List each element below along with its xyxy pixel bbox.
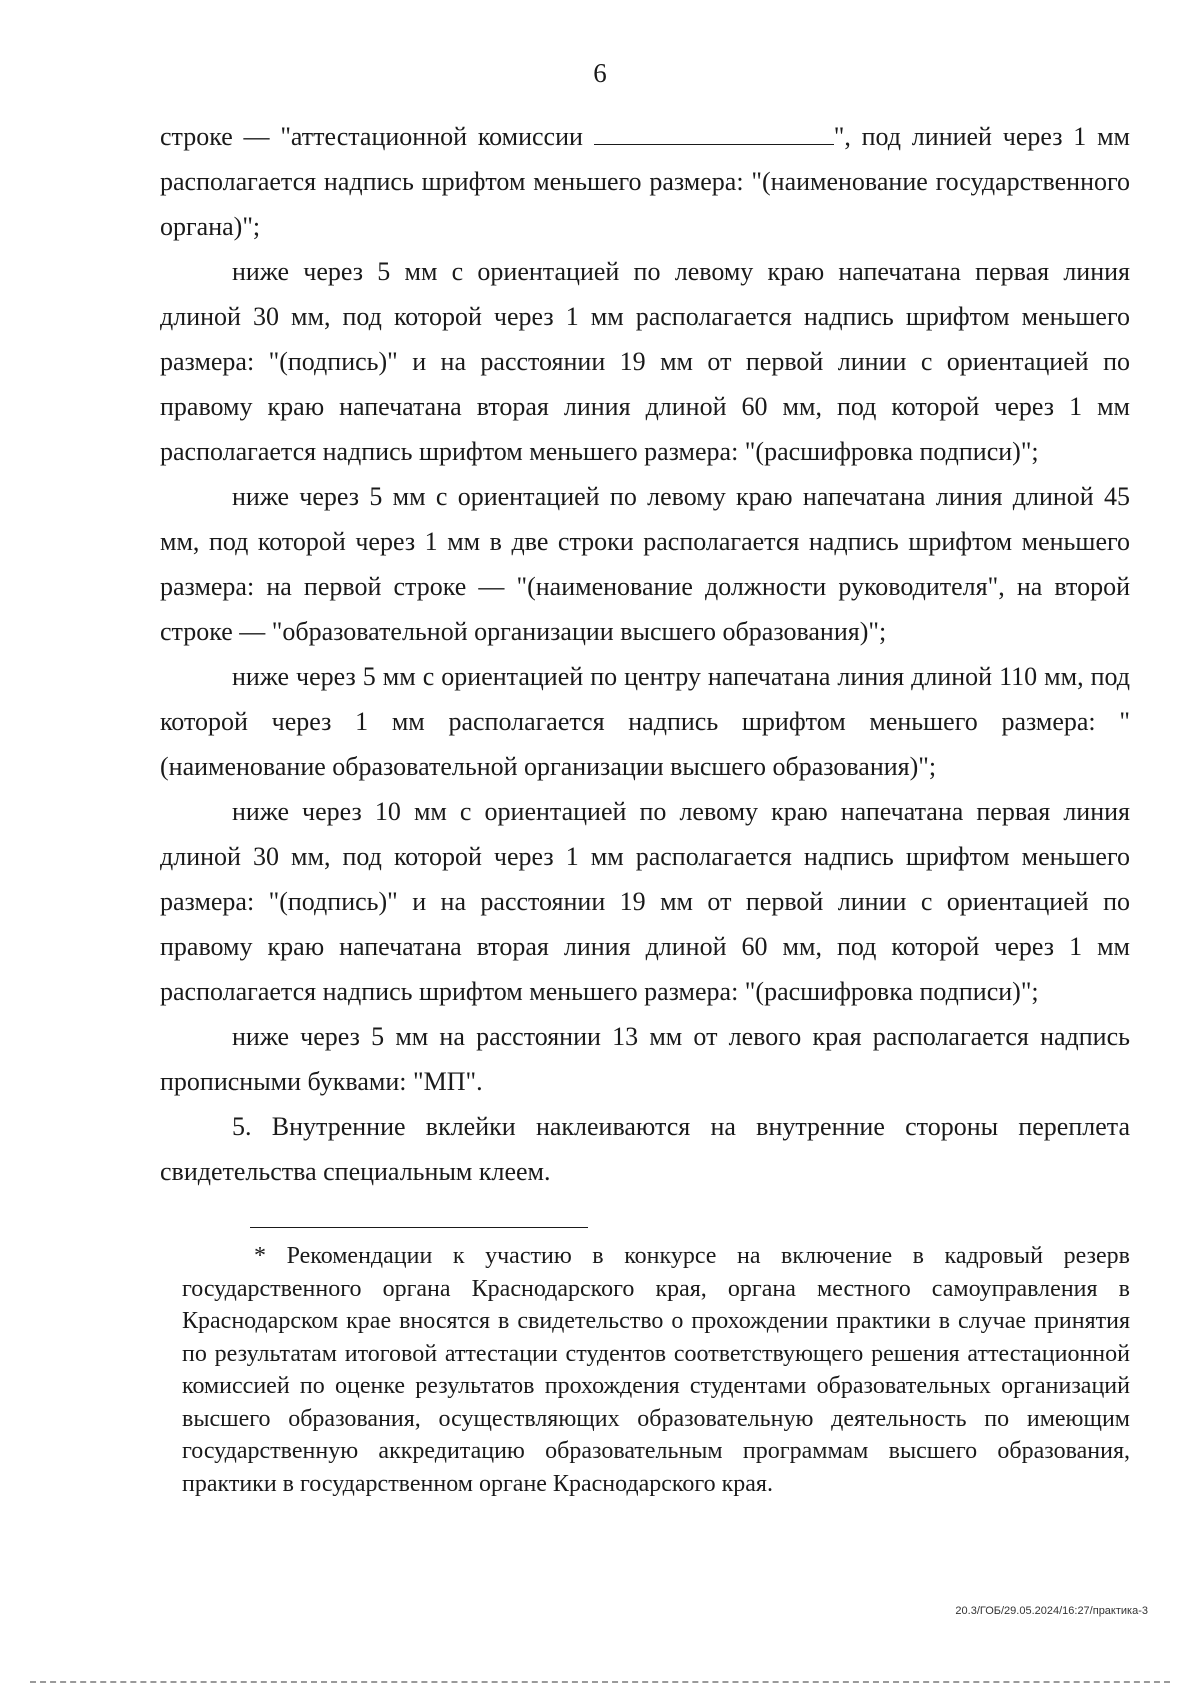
- commission-caption-text: строке — "аттестационной комиссии: [160, 122, 594, 151]
- paragraph-signature-lines-1: ниже через 5 мм с ориентацией по левому краю напечатана первая линия длиной 30 мм, под которой через 1 мм располагается надпись шрифтом меньшего размера: "(подпись)" и на расстоянии 19 мм от первой линии с ориентацией по правому краю напечатана вторая линия длиной 60 мм, под которой через 1 мм располагается надпись шрифтом меньшего размера: "(расшифровка подписи)";: [160, 257, 1130, 466]
- blank-fill-line: [594, 122, 834, 145]
- paragraph-position-line: ниже через 5 мм с ориентацией по левому краю напечатана линия длиной 45 мм, под которой через 1 мм в две строки располагается надпись шрифтом меньшего размера: на первой строке — "(наименование должности руководителя", на второй строке — "образовательной организации высшего образования)";: [160, 482, 1130, 646]
- page-number: 6: [593, 58, 607, 88]
- paragraph-signature-lines-2: ниже через 10 мм с ориентацией по левому краю напечатана первая линия длиной 30 мм, под которой через 1 мм располагается надпись шрифтом меньшего размера: "(подпись)" и на расстоянии 19 мм от первой линии с ориентацией по правому краю напечатана вторая линия длиной 60 мм, под которой через 1 мм располагается надпись шрифтом меньшего размера: "(расшифровка подписи)";: [160, 797, 1130, 1006]
- commission-caption-rest: ", под линией через 1 мм располагается надпись шрифтом меньшего размера: "(наименование государственного органа)";: [160, 122, 1130, 241]
- paragraph-seal-mark: ниже через 5 мм на расстоянии 13 мм от левого края располагается надпись прописными буквами: "МП".: [160, 1022, 1130, 1096]
- footnote: * Рекомендации к участию в конкурсе на включение в кадровый резерв государственного органа Краснодарского края, органа местного самоуправления в Краснодарском крае вносятся в свидетельство о прохождении практики в случае принятия по результатам итоговой аттестации студентов соответствующего решения аттестационной комиссией по оценке результатов прохождения студентами образовательных организаций высшего образования, осуществляющих образовательную деятельность по имеющим государственную аккредитацию образовательным программам высшего образования, практики в государственном органе Краснодарского края.: [182, 1243, 1130, 1497]
- paragraph-commission-caption: [160, 114, 1130, 249]
- document-body: [160, 114, 1130, 1194]
- paragraph-organization-line: ниже через 5 мм с ориентацией по центру напечатана линия длиной 110 мм, под которой через 1 мм располагается надпись шрифтом меньшего размера: "(наименование образовательной организации высшего образования)";: [160, 662, 1130, 781]
- paragraph-item-5: 5. Внутренние вклейки наклеиваются на внутренние стороны переплета свидетельства специальным клеем.: [160, 1112, 1130, 1186]
- footnote-separator: [250, 1227, 588, 1228]
- scan-edge-line: [30, 1681, 1170, 1683]
- document-code: 20.3/ГОБ/29.05.2024/16:27/практика-3: [955, 1605, 1148, 1617]
